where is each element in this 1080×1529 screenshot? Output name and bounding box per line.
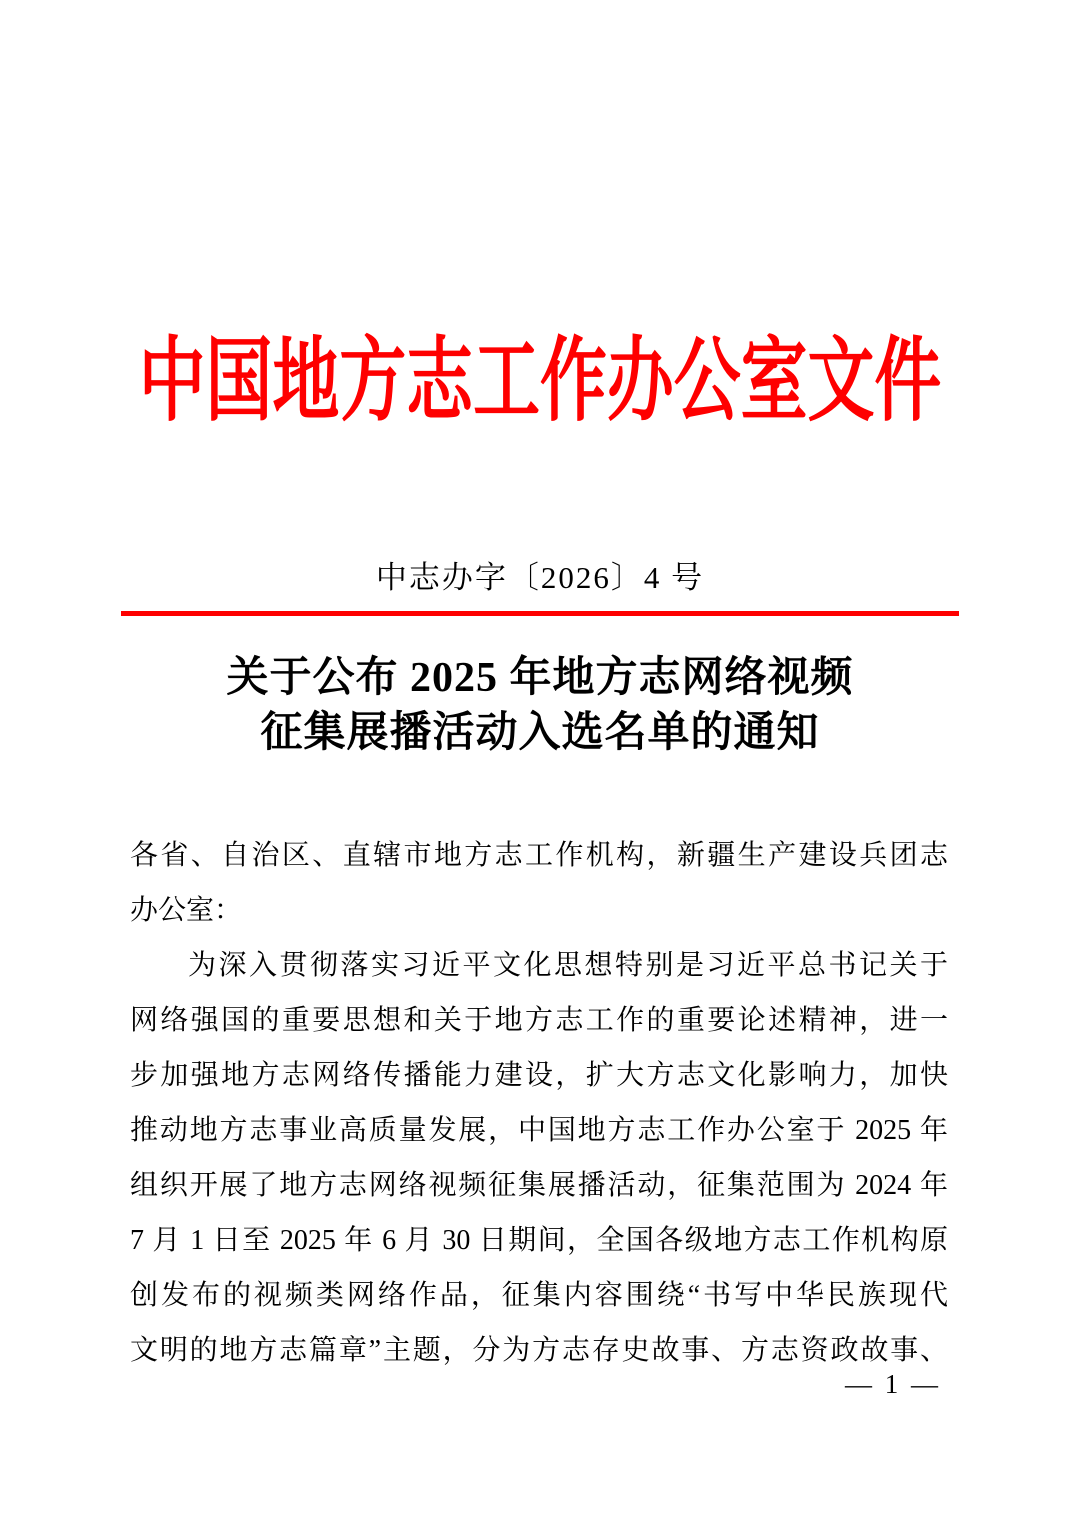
document-title-line1: 关于公布 2025 年地方志网络视频 [226, 655, 854, 701]
red-divider-line [121, 611, 959, 616]
body-line: 网络强国的重要思想和关于地方志工作的重要论述精神，进一 [130, 1005, 948, 1036]
body-line: 步加强地方志网络传播能力建设，扩大方志文化影响力，加快 [130, 1060, 948, 1091]
body-line: 7 月 1 日至 2025 年 6 月 30 日期间，全国各级地方志工作机构原 [130, 1225, 948, 1256]
document-number: 中志办字〔2026〕4 号 [375, 560, 705, 595]
document-title [0, 651, 1080, 761]
body-line: 推动地方志事业高质量发展，中国地方志工作办公室于 2025 年 [130, 1115, 948, 1146]
body-line: 组织开展了地方志网络视频征集展播活动，征集范围为 2024 年 [130, 1170, 948, 1201]
body-line: 为深入贯彻落实习近平文化思想特别是习近平总书记关于 [188, 950, 948, 981]
body-line-salutation-2: 办公室： [130, 895, 243, 926]
body-line: 创发布的视频类网络作品，征集内容围绕“书写中华民族现代 [130, 1280, 948, 1311]
document-title-line2: 征集展播活动入选名单的通知 [260, 710, 820, 756]
body-line: 文明的地方志篇章”主题，分为方志存史故事、方志资政故事、 [130, 1335, 948, 1366]
body-line-salutation-1: 各省、自治区、直辖市地方志工作机构，新疆生产建设兵团志 [130, 840, 948, 871]
document-header-title: 中国地方志工作办公室文件 [138, 332, 942, 433]
document-body [130, 828, 948, 1378]
page-number: — 1 — [845, 1369, 941, 1399]
